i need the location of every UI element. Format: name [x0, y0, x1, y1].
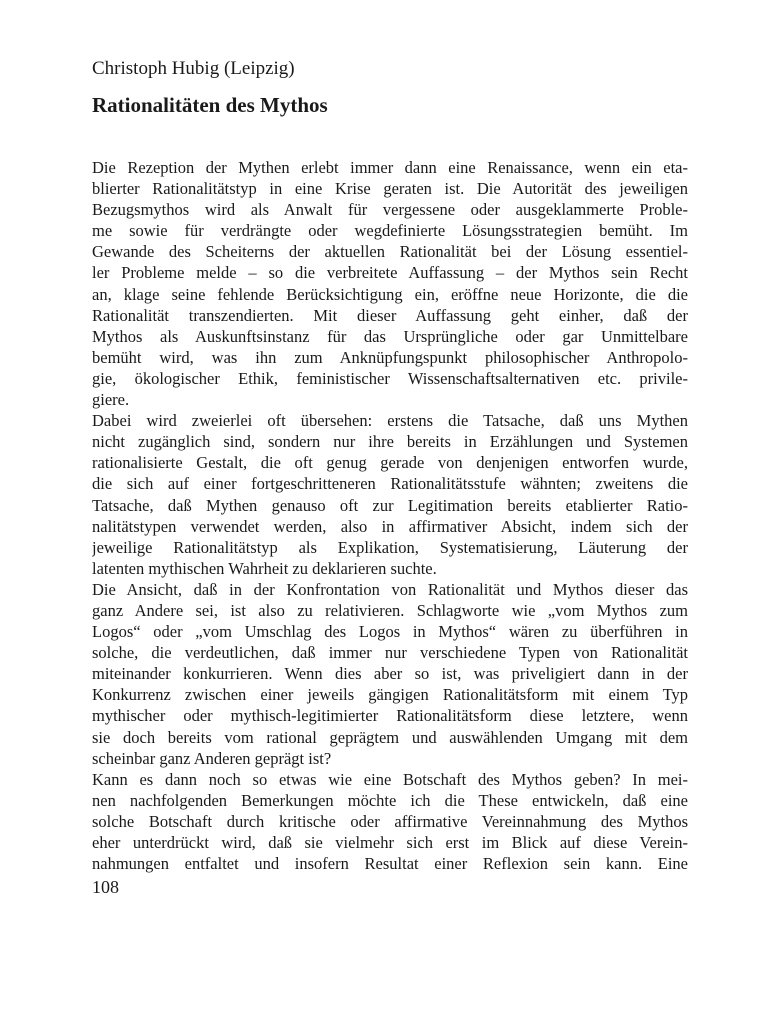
text-line: rationalisierte Gestalt, die oft genug gerade von denjenigen entworfen wurde,	[92, 453, 688, 473]
paragraph-1	[92, 157, 688, 410]
text-line: an, klage seine fehlende Berücksichtigung ein, eröffne neue Horizonte, die die	[92, 284, 688, 304]
body-text	[92, 157, 688, 874]
text-line: solche, die verdeutlichen, daß immer nur verschiedene Typen von Rationalität	[92, 643, 688, 663]
text-line: giere.	[92, 390, 130, 410]
text-line: nicht zugänglich sind, sondern nur ihre bereits in Erzählungen und Systemen	[92, 432, 688, 452]
text-line: Logos“ oder „vom Umschlag des Logos in Mythos“ wären zu überführen in	[92, 622, 688, 642]
text-line: me sowie für verdrängte oder wegdefinierte Lösungsstrategien bemüht. Im	[92, 221, 688, 241]
text-line: blierter Rationalitätstyp in eine Krise geraten ist. Die Autorität des jeweiligen	[92, 179, 688, 199]
text-line: Die Rezeption der Mythen erlebt immer dann eine Renaissance, wenn ein eta-	[92, 158, 688, 177]
text-line: solche Botschaft durch kritische oder affirmative Vereinnahmung des Mythos	[92, 811, 688, 831]
text-line: Gewande des Scheiterns der aktuellen Rationalität bei der Lösung essentiel-	[92, 242, 688, 262]
text-line: sie doch bereits vom rational geprägtem und auswählenden Umgang mit dem	[92, 727, 688, 747]
text-line: nahmungen entfaltet und insofern Resultat einer Reflexion sein kann. Eine	[92, 854, 688, 874]
text-line: nalitätstypen verwendet werden, also in affirmativer Absicht, indem sich der	[92, 516, 688, 536]
text-line: nen nachfolgenden Bemerkungen möchte ich die These entwickeln, daß eine	[92, 790, 688, 810]
text-line: ler Probleme melde – so die verbreitete Auffassung – der Mythos sein Recht	[92, 263, 688, 283]
paragraph-4	[92, 769, 688, 874]
text-line: mythischer oder mythisch-legitimierter Rationalitätsform diese letztere, wenn	[92, 706, 688, 726]
text-line: gie, ökologischer Ethik, feministischer Wissenschaftsalternativen etc. privile-	[92, 368, 688, 388]
text-line: scheinbar ganz Anderen geprägt ist?	[92, 748, 332, 768]
text-line: die sich auf einer fortgeschritteneren Rationalitätsstufe wähnten; zweitens die	[92, 474, 688, 494]
text-line: jeweilige Rationalitätstyp als Explikation, Systematisierung, Läuterung der	[92, 537, 688, 557]
text-line: eher unterdrückt wird, daß sie vielmehr sich erst im Blick auf diese Verein-	[92, 833, 688, 852]
text-line: bemüht wird, was ihn zum Anknüpfungspunkt philosophischer Anthropolo-	[92, 347, 688, 367]
text-line: Dabei wird zweierlei oft übersehen: erstens die Tatsache, daß uns Mythen	[92, 411, 688, 431]
text-line: ganz Andere sei, ist also zu relativieren. Schlagworte wie „vom Mythos zum	[92, 600, 688, 620]
article-title: Rationalitäten des Mythos	[92, 93, 328, 117]
paragraph-2	[92, 410, 688, 579]
text-line: miteinander konkurrieren. Wenn dies aber so ist, was priveligiert dann in der	[92, 664, 688, 684]
text-line: Konkurrenz zwischen einer jeweils gängigen Rationalitätsform mit einem Typ	[92, 685, 688, 705]
page-number: 108	[92, 877, 119, 897]
text-line: Die Ansicht, daß in der Konfrontation von Rationalität und Mythos dieser das	[92, 579, 688, 599]
paragraph-3	[92, 579, 688, 769]
text-line: Mythos als Auskunftsinstanz für das Ursprüngliche oder gar Unmittelbare	[92, 326, 688, 346]
text-line: latenten mythischen Wahrheit zu deklarieren suchte.	[92, 558, 437, 578]
text-line: Bezugsmythos wird als Anwalt für vergessene oder ausgeklammerte Proble-	[92, 200, 688, 220]
text-line: Rationalität transzendierten. Mit dieser Auffassung geht einher, daß der	[92, 305, 688, 325]
text-line: Tatsache, daß Mythen genauso oft zur Legitimation bereits etablierter Ratio-	[92, 495, 688, 515]
author-name: Christoph Hubig (Leipzig)	[92, 58, 295, 79]
text-line: Kann es dann noch so etwas wie eine Botschaft des Mythos geben? In mei-	[92, 769, 688, 789]
